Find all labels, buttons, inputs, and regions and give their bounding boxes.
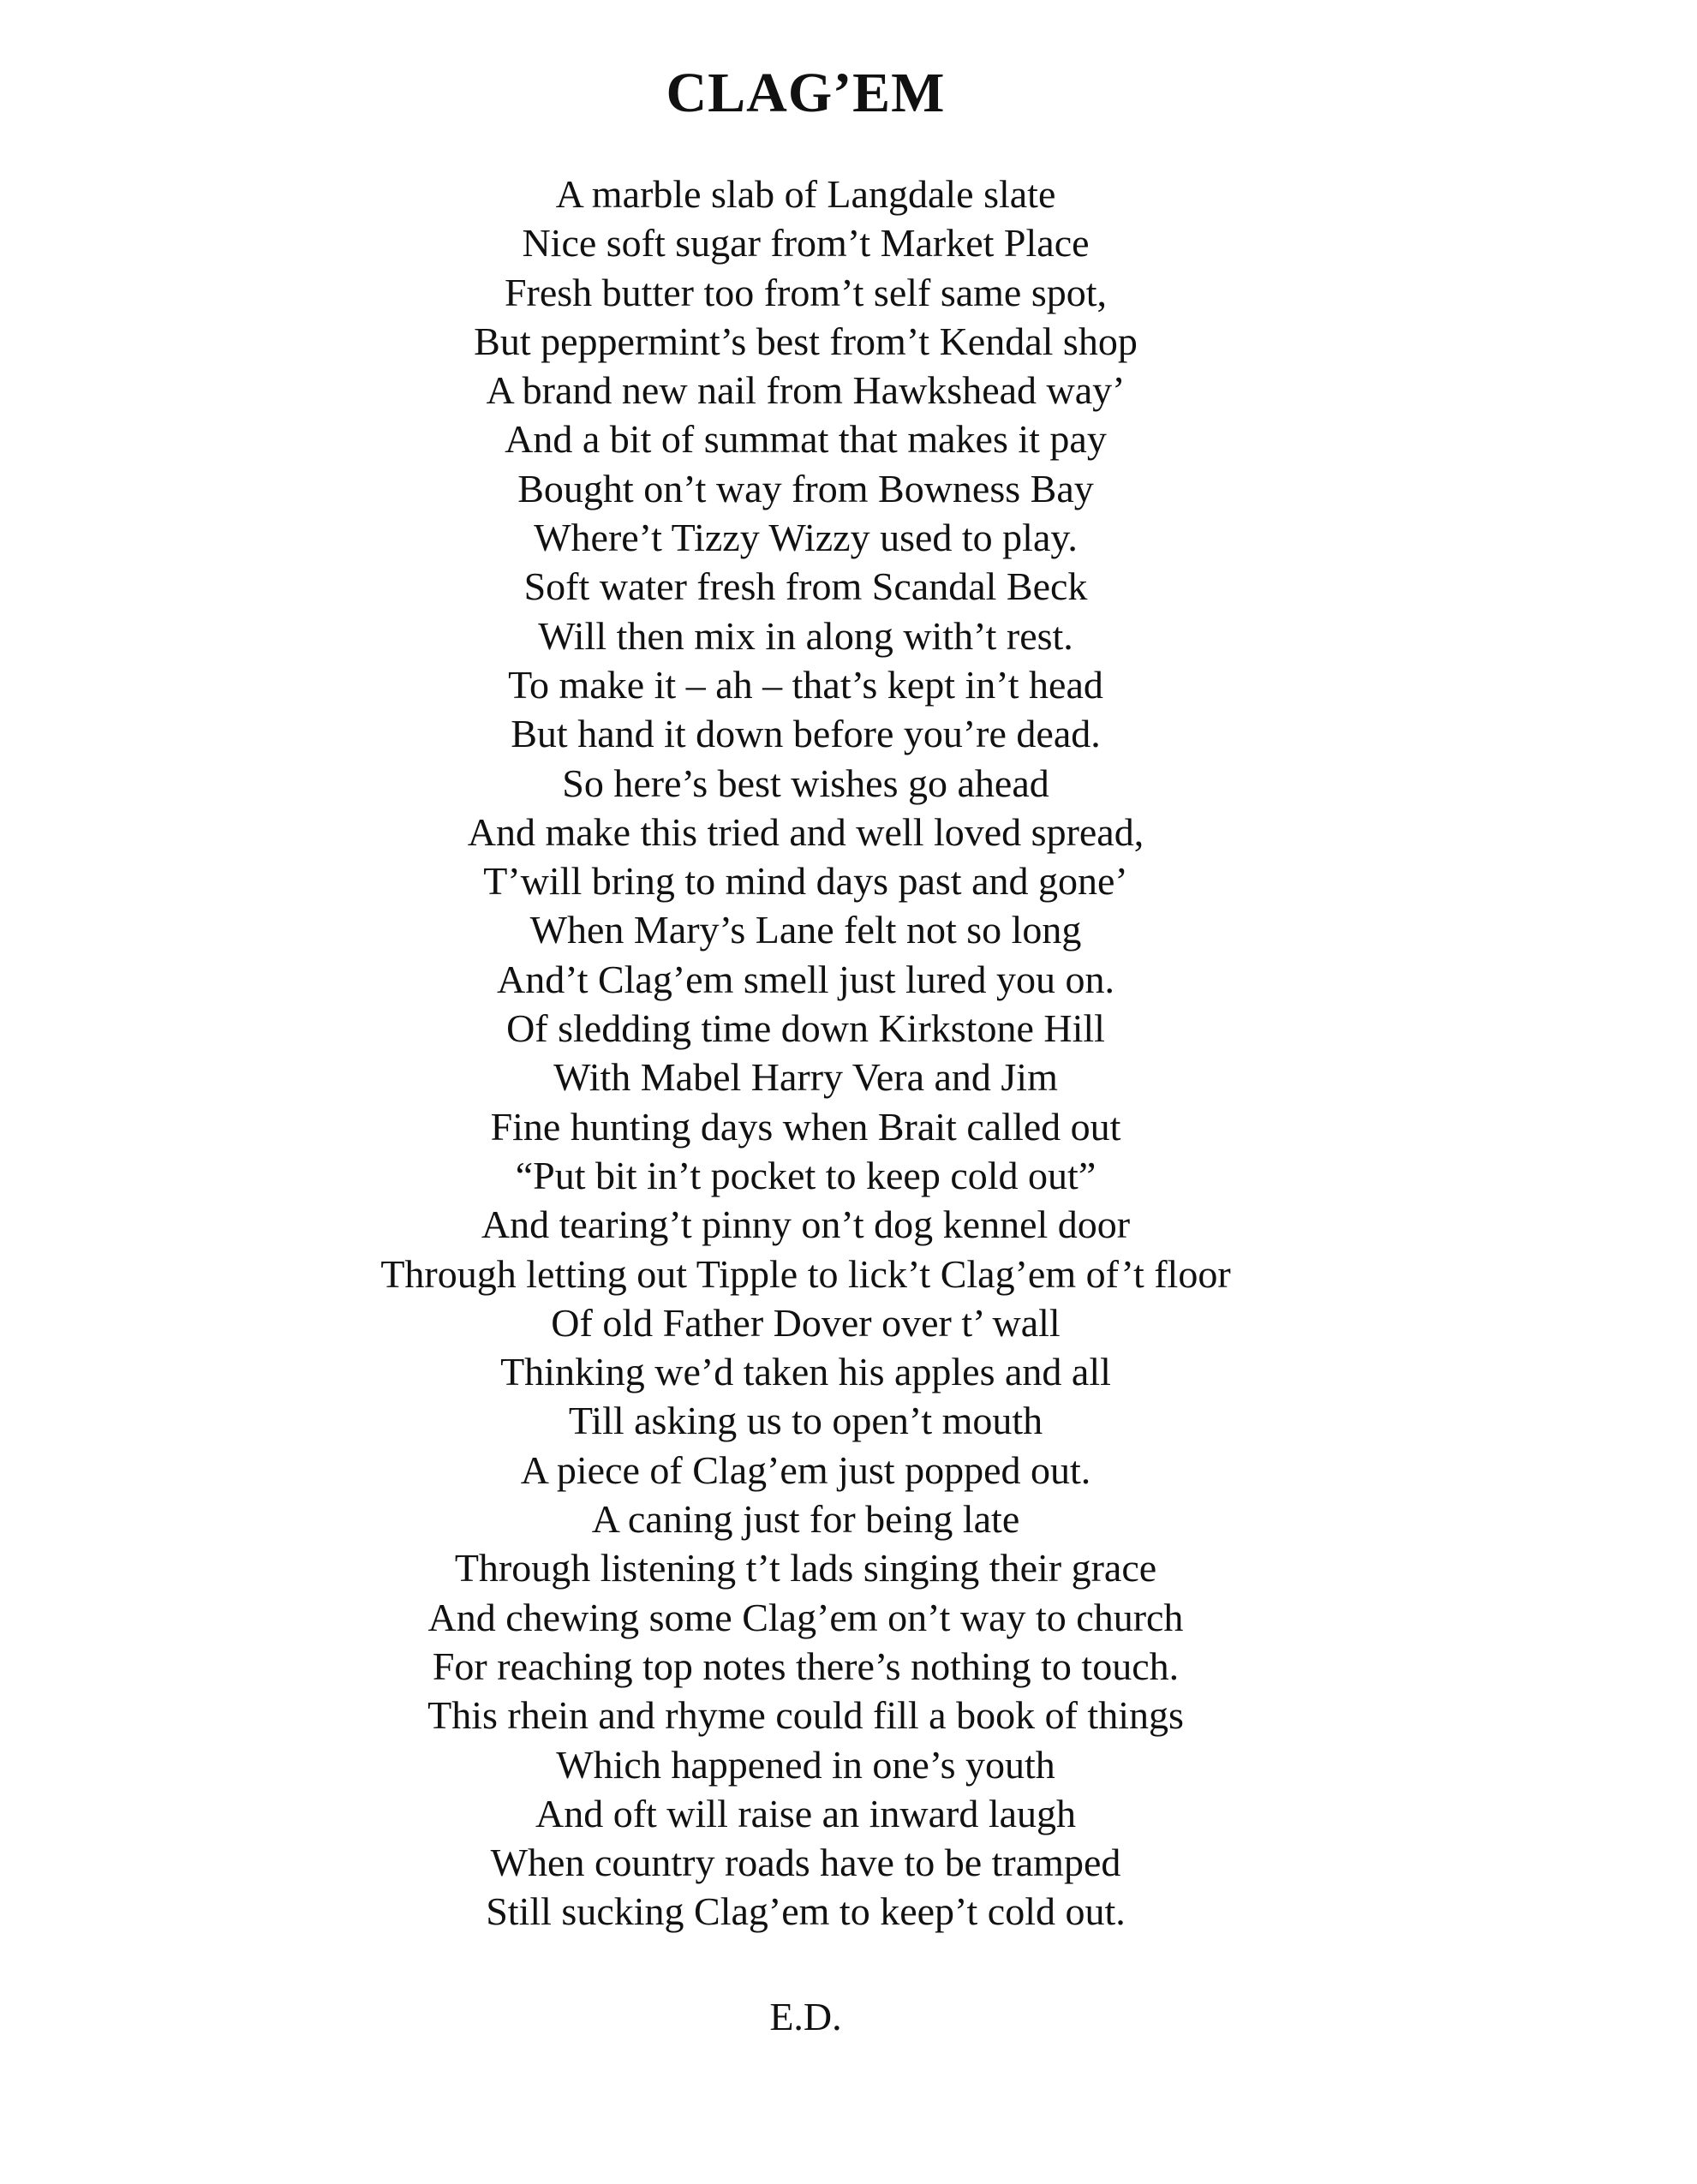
- poem-line: When country roads have to be tramped: [490, 1841, 1121, 1885]
- poem-line: A caning just for being late: [591, 1497, 1020, 1542]
- poem-line: But peppermint’s best from’t Kendal shop: [474, 319, 1138, 363]
- poem-line: Where’t Tizzy Wizzy used to play.: [534, 516, 1078, 560]
- poem-line: When Mary’s Lane felt not so long: [529, 908, 1082, 952]
- poem-line: Nice soft sugar from’t Market Place: [522, 221, 1090, 266]
- poem-line: Of sledding time down Kirkstone Hill: [506, 1006, 1105, 1051]
- poem-line: And chewing some Clag’em on’t way to church: [427, 1595, 1184, 1639]
- poem-line: For reaching top notes there’s nothing to touch.: [432, 1644, 1180, 1688]
- poem-line: So here’s best wishes go ahead: [562, 761, 1049, 805]
- poem-line: “Put bit in’t pocket to keep cold out”: [515, 1153, 1096, 1197]
- poem-line: Through letting out Tipple to lick’t Clag’em of’t floor: [380, 1251, 1231, 1296]
- poem-line: And make this tried and well loved spread,: [467, 809, 1144, 854]
- poem-line: Till asking us to open’t mouth: [568, 1399, 1043, 1443]
- poem-line: To make it – ah – that’s kept in’t head: [508, 662, 1103, 707]
- poem-line: Fresh butter too from’t self same spot,: [504, 270, 1108, 314]
- poem-line: And tearing’t pinny on’t dog kennel door: [481, 1202, 1131, 1247]
- poem-line: T’will bring to mind days past and gone’: [483, 859, 1128, 904]
- poem-line: Fine hunting days when Brait called out: [490, 1104, 1121, 1149]
- poem-line: Still sucking Clag’em to keep’t cold out.: [486, 1889, 1126, 1934]
- poem-line: A piece of Clag’em just popped out.: [520, 1447, 1091, 1492]
- poem-line: Which happened in one’s youth: [556, 1742, 1055, 1787]
- poem-line: Soft water fresh from Scandal Beck: [523, 564, 1088, 609]
- poem-line: Thinking we’d taken his apples and all: [500, 1350, 1111, 1394]
- poem-line: A brand new nail from Hawkshead way’: [486, 368, 1126, 413]
- poem-line: Through listening t’t lads singing their grace: [454, 1546, 1157, 1590]
- poem-line: And’t Clag’em smell just lured you on.: [496, 957, 1115, 1001]
- poem-line: This rhein and rhyme could fill a book of things: [427, 1693, 1184, 1738]
- poem-line: But hand it down before you’re dead.: [511, 712, 1101, 756]
- poem-line: Bought on’t way from Bowness Bay: [517, 466, 1094, 510]
- poem-line: Of old Father Dover over t’ wall: [551, 1300, 1061, 1345]
- poem-signature: E.D.: [769, 1995, 842, 2038]
- poem-line: Will then mix in along with’t rest.: [538, 613, 1073, 658]
- poem-line: With Mabel Harry Vera and Jim: [553, 1055, 1058, 1100]
- poem-title: CLAG’EM: [666, 62, 946, 124]
- poem-body: [0, 170, 1611, 1936]
- poem-line: And a bit of summat that makes it pay: [505, 417, 1107, 462]
- poem-line: And oft will raise an inward laugh: [535, 1791, 1077, 1835]
- poem-line: A marble slab of Langdale slate: [555, 172, 1056, 216]
